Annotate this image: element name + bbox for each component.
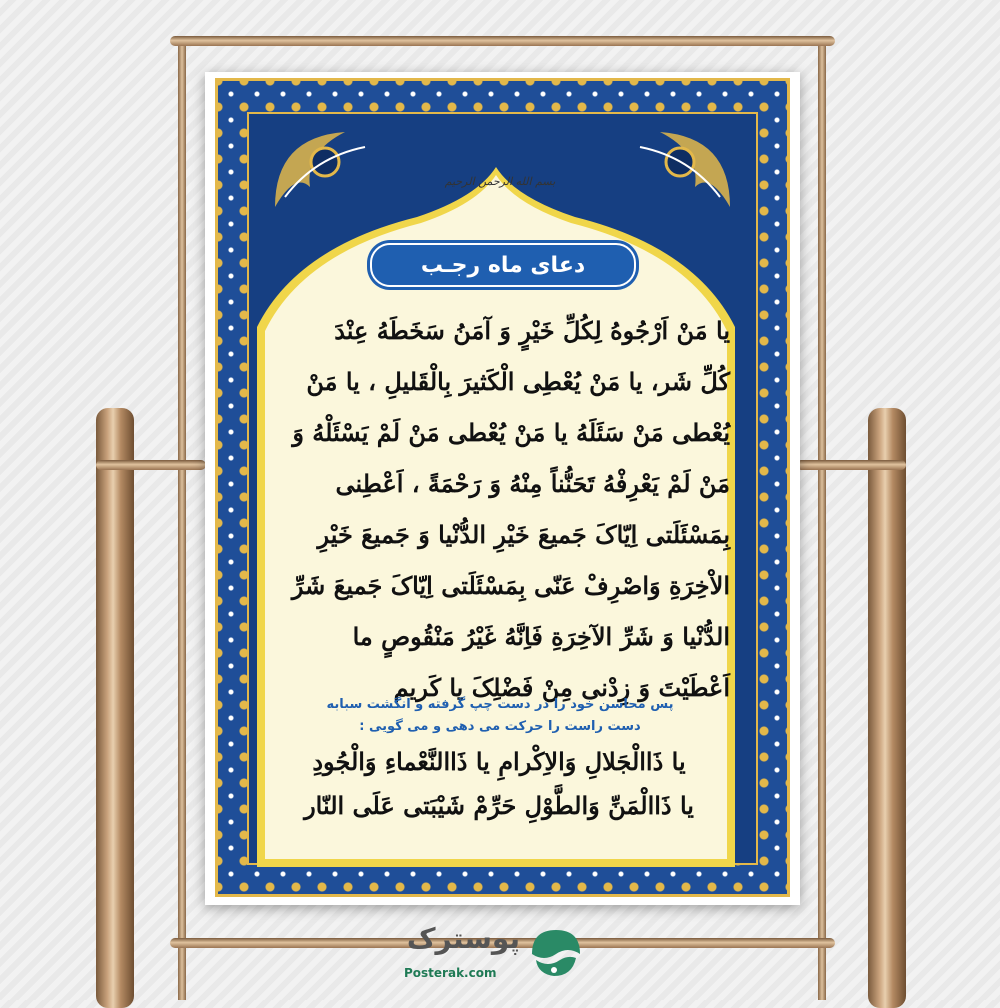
logo-name: پوسترک bbox=[406, 922, 520, 955]
stand-pole-left bbox=[96, 408, 134, 1008]
prayer-line: الاْخِرَةِ وَاصْرِفْ عَنّی بِمَسْئَلَتی اِیّاکَ جَمیعَ شَرِّ bbox=[291, 571, 730, 600]
closing-supplication bbox=[268, 740, 730, 828]
instruction-text bbox=[260, 694, 740, 738]
stand-mid-bar-right bbox=[796, 460, 906, 470]
stand-top-bar bbox=[170, 36, 835, 46]
prayer-line: یُعْطی مَنْ سَئَلَهُ یا مَنْ یُعْطی مَنْ لَمْ یَسْئَلْهُ وَ bbox=[292, 418, 730, 447]
prayer-line: کُلِّ شَر، یا مَنْ یُعْطِی الْکَثیرَ بِالْقَلیلِ ، یا مَنْ bbox=[306, 367, 730, 396]
prayer-line: الدُّنْیا وَ شَرِّ الآخِرَةِ فَاِنَّهُ غَیْرُ مَنْقُوصٍ ما bbox=[352, 622, 730, 651]
posterak-leaf-icon bbox=[526, 924, 584, 982]
posterak-logo bbox=[400, 922, 590, 988]
corner-ornament-right bbox=[620, 117, 740, 217]
instruction-line: دست راست را حرکت می دهی و می گویی : bbox=[359, 719, 641, 734]
prayer-line: اَعْطَیْتَ وَ زِدْنی مِنْ فَضْلِکَ یا کَریم bbox=[393, 673, 730, 702]
stand-pole-right bbox=[868, 408, 906, 1008]
prayer-line: مَنْ لَمْ یَعْرِفْهُ تَحَنُّناً مِنْهُ وَ رَحْمَةً ، اَعْطِنی bbox=[335, 469, 730, 498]
closing-line: یا ذَاالْجَلالِ وَالاِکْرامِ یا ذَاالنَّعْماءِ وَالْجُودِ bbox=[312, 747, 686, 776]
prayer-line: یا مَنْ اَرْجُوهُ لِکُلِّ خَیْرٍ وَ آمَنُ سَخَطَهُ عِنْدَ bbox=[334, 316, 730, 345]
stand-rod-left bbox=[178, 40, 186, 1000]
prayer-text bbox=[268, 305, 730, 713]
logo-url: Posterak.com bbox=[404, 966, 497, 980]
corner-ornament-left bbox=[265, 117, 385, 217]
bismillah-calligraphy: بسم الله الرحمن الرحیم bbox=[444, 175, 556, 188]
prayer-title: دعای ماه رجـب bbox=[370, 243, 636, 287]
stand-rod-right bbox=[818, 40, 826, 1000]
instruction-line: پس محاسن خود را در دست چپ گرفته و انگشت سبابه bbox=[326, 697, 674, 712]
stand-mid-bar-left bbox=[96, 460, 206, 470]
prayer-line: بِمَسْئَلَتی اِیّاکَ جَمیعَ خَیْرِ الدُّنْیا وَ جَمیعَ خَیْرِ bbox=[317, 520, 730, 549]
closing-line: یا ذَاالْمَنِّ وَالطَّوْلِ حَرِّمْ شَیْبَتی عَلَی النّار bbox=[304, 791, 694, 820]
